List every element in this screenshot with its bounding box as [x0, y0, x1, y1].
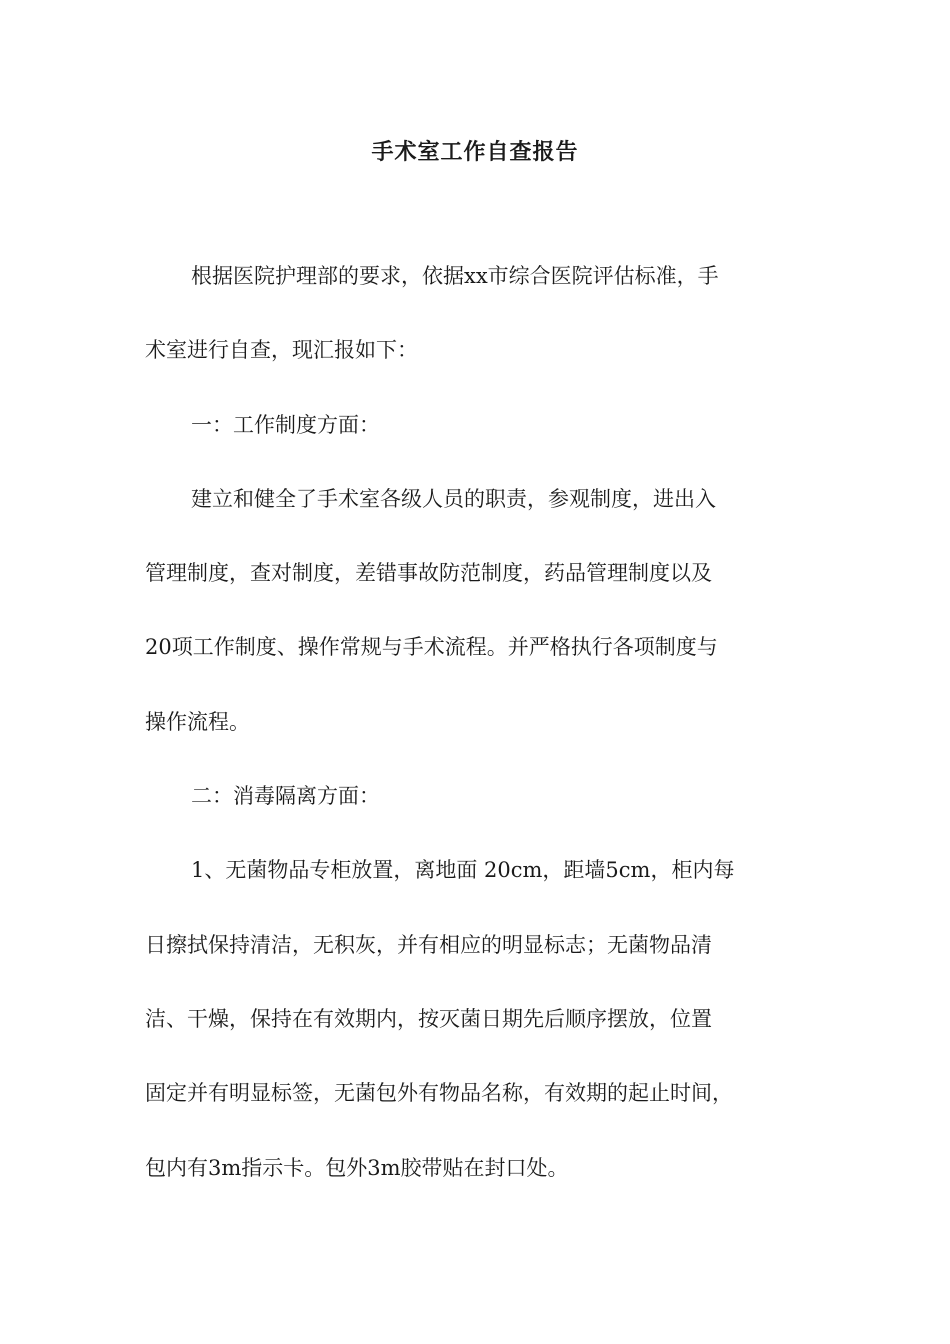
- paragraph-line: 根据医院护理部的要求，依据xx市综合医院评估标准，手: [191, 264, 719, 288]
- paragraph-line: 术室进行自查，现汇报如下：: [145, 338, 418, 363]
- paragraph-line: 日擦拭保持清洁，无积灰，并有相应的明显标志；无菌物品清: [145, 932, 712, 957]
- document-title: 手术室工作自查报告: [371, 139, 579, 165]
- paragraph-line: 20项工作制度、操作常规与手术流程。并严格执行各项制度与: [145, 635, 718, 660]
- paragraph-line: 固定并有明显标签，无菌包外有物品名称，有效期的起止时间，: [145, 1081, 733, 1106]
- paragraph-line: 建立和健全了手术室各级人员的职责，参观制度，进出入: [191, 486, 716, 511]
- document-body: [145, 256, 835, 1222]
- paragraph-line: 管理制度，查对制度，差错事故防范制度，药品管理制度以及: [145, 561, 712, 586]
- section-heading: 二：消毒隔离方面：: [191, 784, 380, 809]
- paragraph-line: 1、无菌物品专柜放置，离地面 20cm，距墙5cm，柜内每: [191, 858, 735, 883]
- paragraph-line: 包内有3m指示卡。包外3m胶带贴在封口处。: [145, 1155, 569, 1180]
- paragraph-line: 洁、干燥，保持在有效期内，按灭菌日期先后顺序摆放，位置: [145, 1006, 712, 1031]
- section-heading: 一：工作制度方面：: [191, 412, 380, 437]
- paragraph-line: 操作流程。: [145, 709, 250, 734]
